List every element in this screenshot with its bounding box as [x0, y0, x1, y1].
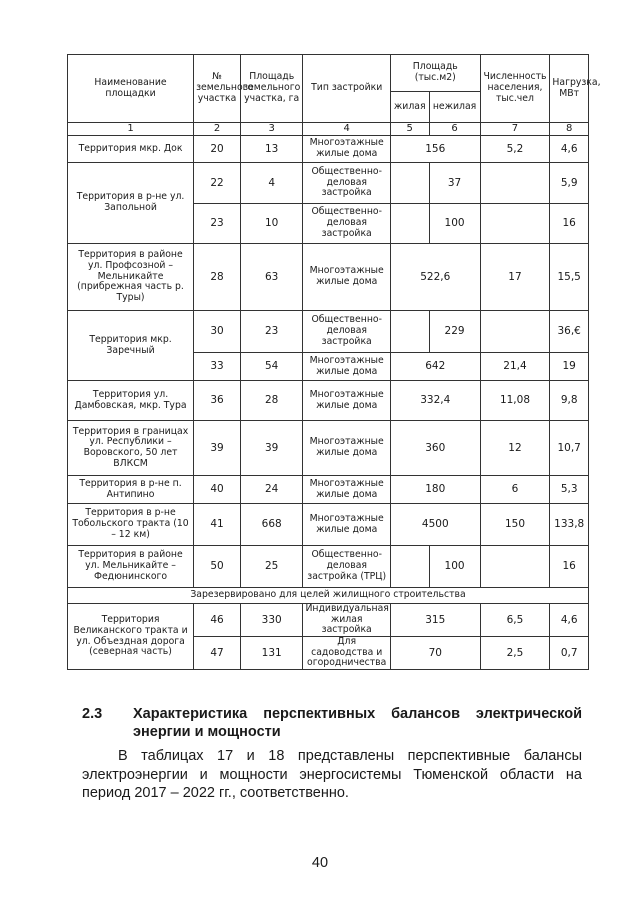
table-row: [68, 136, 589, 163]
site-name: Территория в р-не ул. Запольной: [68, 163, 194, 244]
header-row: [68, 55, 589, 92]
population: 21,4: [480, 353, 550, 381]
floor-area-nonresidential: 37: [429, 163, 480, 204]
plot-area: 23: [240, 311, 303, 353]
header-plot-number: № земельного участка: [194, 55, 241, 123]
header-name: Наименование площадки: [68, 55, 194, 123]
column-number: 6: [429, 123, 480, 136]
site-name: Территория Великанского тракта и ул. Объездная дорога (северная часть): [68, 604, 194, 670]
column-number: 3: [240, 123, 303, 136]
development-type: Многоэтажные жилые дома: [303, 136, 391, 163]
table-row: [68, 604, 589, 637]
plot-number: 22: [194, 163, 241, 204]
plot-area: 54: [240, 353, 303, 381]
table-row: [68, 244, 589, 311]
development-type: Индивидуальная жилая застройка: [303, 604, 391, 637]
column-number: 8: [550, 123, 589, 136]
page-number: 40: [311, 855, 329, 871]
plot-number: 41: [194, 504, 241, 546]
column-number: 4: [303, 123, 391, 136]
site-name: Территория мкр. Заречный: [68, 311, 194, 381]
floor-area: 360: [390, 421, 480, 476]
floor-area: 522,6: [390, 244, 480, 311]
development-type: Многоэтажные жилые дома: [303, 244, 391, 311]
header-nonresidential: нежилая: [429, 92, 480, 123]
header-population: Численность населения, тыс.чел: [480, 55, 550, 123]
load: 15,5: [550, 244, 589, 311]
floor-area-residential: [390, 546, 429, 588]
header-plot-area: Площадь земельного участка, га: [240, 55, 303, 123]
table-row: [68, 546, 589, 588]
plot-area: 330: [240, 604, 303, 637]
plot-area: 10: [240, 204, 303, 244]
population: 150: [480, 504, 550, 546]
floor-area: 180: [390, 476, 480, 504]
population: 6: [480, 476, 550, 504]
column-number-row: [68, 123, 589, 136]
plot-area: 13: [240, 136, 303, 163]
plot-number: 47: [194, 637, 241, 670]
development-type: Многоэтажные жилые дома: [303, 381, 391, 421]
development-sites-table: [67, 54, 601, 670]
plot-area: 25: [240, 546, 303, 588]
load: 4,6: [550, 136, 589, 163]
development-type: Общественно-деловая застройка (ТРЦ): [303, 546, 391, 588]
reserved-section-row: [68, 588, 589, 604]
population: 2,5: [480, 637, 550, 670]
column-number: 2: [194, 123, 241, 136]
plot-area: 24: [240, 476, 303, 504]
plot-number: 30: [194, 311, 241, 353]
site-name: Территория в районе ул. Мельникайте – Федюнинского: [68, 546, 194, 588]
floor-area: 4500: [390, 504, 480, 546]
site-name: Территория в районе ул. Профсозной – Мельникайте (прибрежная часть р. Туры): [68, 244, 194, 311]
load: 4,6: [550, 604, 589, 637]
column-number: 7: [480, 123, 550, 136]
development-type: Многоэтажные жилые дома: [303, 504, 391, 546]
plot-area: 668: [240, 504, 303, 546]
column-number: 1: [68, 123, 194, 136]
table-row: [68, 504, 589, 546]
plot-number: 40: [194, 476, 241, 504]
plot-number: 50: [194, 546, 241, 588]
plot-number: 20: [194, 136, 241, 163]
floor-area-residential: [390, 204, 429, 244]
development-type: Общественно-деловая застройка: [303, 311, 391, 353]
plot-area: 63: [240, 244, 303, 311]
population: [480, 163, 550, 204]
development-type: Многоэтажные жилые дома: [303, 476, 391, 504]
plot-number: 39: [194, 421, 241, 476]
plot-area: 39: [240, 421, 303, 476]
table-row: [68, 163, 589, 204]
floor-area-residential: [390, 163, 429, 204]
load: 10,7: [550, 421, 589, 476]
floor-area: 642: [390, 353, 480, 381]
reserved-section-label: Зарезервировано для целей жилищного строительства: [68, 588, 589, 604]
population: 5,2: [480, 136, 550, 163]
site-name: Территория в р-не п. Антипино: [68, 476, 194, 504]
body-paragraph: В таблицах 17 и 18 представлены перспективные балансы электроэнергии и мощности энергосистемы Тюменской области на период 2017 – 2022 гг., соответственно.: [82, 748, 582, 801]
floor-area: 315: [390, 604, 480, 637]
site-name: Территория в р-не Тобольского тракта (10 – 12 км): [68, 504, 194, 546]
plot-number: 46: [194, 604, 241, 637]
header-residential: жилая: [390, 92, 429, 123]
population: 12: [480, 421, 550, 476]
floor-area-residential: [390, 311, 429, 353]
load: 36,€: [550, 311, 589, 353]
floor-area: 332,4: [390, 381, 480, 421]
header-floor-area: Площадь (тыс.м2): [390, 55, 480, 92]
header-development-type: Тип застройки: [303, 55, 391, 123]
section-number: 2.3: [82, 706, 103, 722]
floor-area: 70: [390, 637, 480, 670]
floor-area-nonresidential: 229: [429, 311, 480, 353]
plot-number: 23: [194, 204, 241, 244]
load: 5,9: [550, 163, 589, 204]
floor-area-nonresidential: 100: [429, 204, 480, 244]
load: 0,7: [550, 637, 589, 670]
table-row: [68, 381, 589, 421]
site-name: Территория в границах ул. Республики – Воровского, 50 лет ВЛКСМ: [68, 421, 194, 476]
population: [480, 311, 550, 353]
load: 19: [550, 353, 589, 381]
load: 16: [550, 204, 589, 244]
plot-number: 28: [194, 244, 241, 311]
plot-area: 4: [240, 163, 303, 204]
section-title: Характеристика перспективных балансов электрической энергии и мощности: [133, 706, 582, 740]
load: 5,3: [550, 476, 589, 504]
floor-area: 156: [390, 136, 480, 163]
population: [480, 204, 550, 244]
header-load: Нагрузка, МВт: [550, 55, 589, 123]
table-row: [68, 421, 589, 476]
population: 17: [480, 244, 550, 311]
development-type: Многоэтажные жилые дома: [303, 353, 391, 381]
plot-number: 36: [194, 381, 241, 421]
column-number: 5: [390, 123, 429, 136]
site-name: Территория ул. Дамбовская, мкр. Тура: [68, 381, 194, 421]
development-type: Общественно-деловая застройка: [303, 204, 391, 244]
load: 9,8: [550, 381, 589, 421]
plot-area: 131: [240, 637, 303, 670]
development-type: Для садоводства и огородничества: [303, 637, 391, 670]
floor-area-nonresidential: 100: [429, 546, 480, 588]
population: [480, 546, 550, 588]
site-name: Территория мкр. Док: [68, 136, 194, 163]
load: 133,8: [550, 504, 589, 546]
population: 6,5: [480, 604, 550, 637]
development-type: Общественно-деловая застройка: [303, 163, 391, 204]
plot-number: 33: [194, 353, 241, 381]
table-row: [68, 311, 589, 353]
development-type: Многоэтажные жилые дома: [303, 421, 391, 476]
population: 11,08: [480, 381, 550, 421]
load: 16: [550, 546, 589, 588]
plot-area: 28: [240, 381, 303, 421]
table-row: [68, 476, 589, 504]
